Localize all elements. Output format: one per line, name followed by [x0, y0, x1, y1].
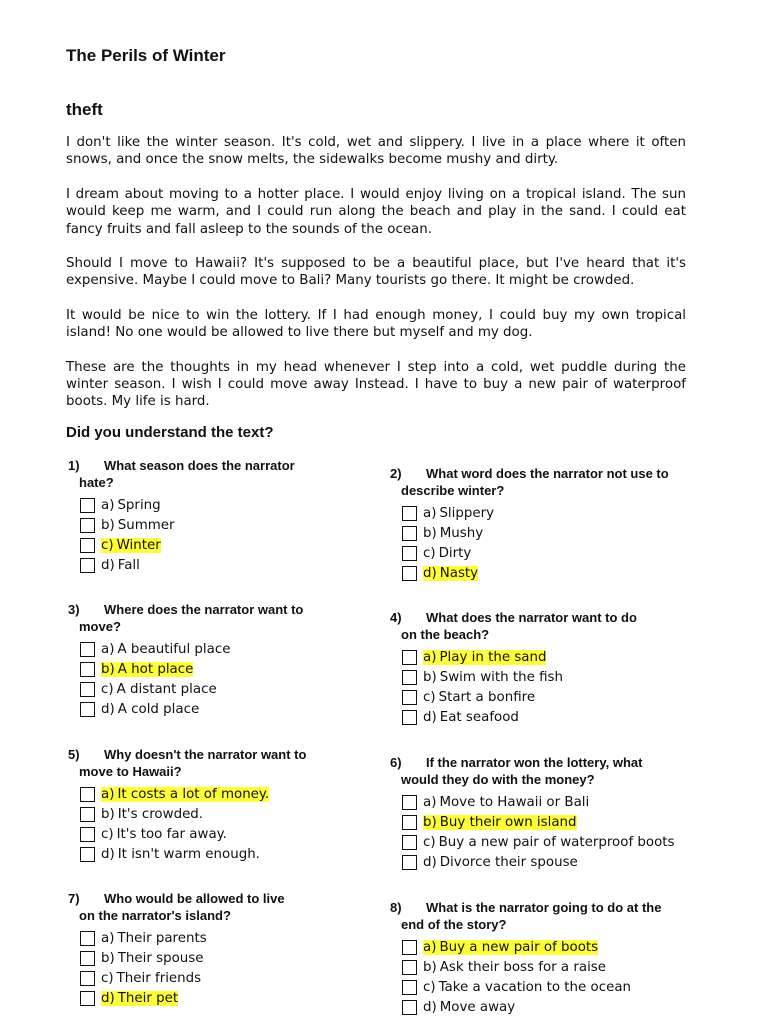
question-text — [388, 465, 718, 499]
answer-text: Mushy — [439, 525, 484, 541]
answer-label — [423, 1000, 515, 1015]
answer-letter: b) — [101, 661, 115, 677]
answer-text: Move away — [439, 999, 516, 1015]
answer-checkbox[interactable] — [402, 815, 417, 830]
answer-option[interactable] — [80, 639, 366, 659]
answer-text: It's crowded. — [117, 806, 204, 822]
answer-checkbox[interactable] — [80, 971, 95, 986]
answer-checkbox[interactable] — [402, 960, 417, 975]
answer-text: Their pet — [117, 990, 179, 1006]
answer-checkbox[interactable] — [402, 980, 417, 995]
question-text — [66, 457, 366, 491]
answer-label — [423, 960, 606, 975]
answer-option[interactable] — [80, 699, 366, 719]
answer-text: Their parents — [117, 930, 207, 946]
answer-text: Winter — [116, 537, 161, 553]
answer-label — [101, 951, 204, 966]
question-8 — [388, 899, 718, 1017]
answer-text: It's too far away. — [116, 826, 227, 842]
answer-letter: b) — [423, 669, 437, 685]
answer-text: Swim with the fish — [439, 669, 564, 685]
question-1 — [66, 457, 366, 575]
page-title: The Perils of Winter — [66, 46, 226, 65]
passage-paragraph: Should I move to Hawaii? It's supposed to be a beautiful place, but I've heard that it's expensive. Maybe I could move to Bali? Many tourists go there. It might be crowded. — [66, 256, 686, 289]
question-number: 4) — [390, 610, 402, 625]
answer-text: Summer — [117, 517, 175, 533]
answer-option[interactable] — [80, 659, 366, 679]
answer-checkbox[interactable] — [80, 847, 95, 862]
question-number: 1) — [68, 458, 80, 473]
question-3 — [66, 601, 366, 719]
answer-letter: d) — [101, 990, 115, 1006]
answer-letter: c) — [101, 537, 114, 553]
answer-checkbox[interactable] — [80, 787, 95, 802]
answer-checkbox[interactable] — [402, 650, 417, 665]
answer-checkbox[interactable] — [402, 690, 417, 705]
answer-text: It isn't warm enough. — [117, 846, 260, 862]
question-line-2: would they do with the money? — [401, 772, 595, 787]
answer-checkbox[interactable] — [402, 506, 417, 521]
answer-checkbox[interactable] — [402, 1000, 417, 1015]
question-line-1: If the narrator won the lottery, what — [426, 755, 643, 770]
answer-label — [423, 835, 675, 850]
answer-label — [101, 498, 161, 513]
answer-checkbox[interactable] — [80, 807, 95, 822]
passage-paragraph: I dream about moving to a hotter place. I would enjoy living on a tropical island. The sun would keep me warm, and I could run along the beach and play in the sand. I could eat fancy fruits and fall asleep to the sounds of the ocean. — [66, 186, 686, 237]
answer-text: Move to Hawaii or Bali — [439, 794, 590, 810]
passage-paragraph: I don't like the winter season. It's cold, wet and slippery. I live in a place where it often snows, and once the snow melts, the sidewalks become mushy and dirty. — [66, 135, 686, 168]
question-text — [66, 746, 366, 780]
answer-option[interactable] — [80, 784, 366, 804]
answer-letter: a) — [101, 497, 115, 513]
question-line-1: What is the narrator going to do at the — [426, 900, 662, 915]
question-text — [66, 601, 366, 635]
answer-option[interactable] — [402, 523, 718, 543]
answer-letter: c) — [423, 834, 436, 850]
answer-letter: c) — [423, 979, 436, 995]
answer-option[interactable] — [80, 824, 366, 844]
comprehension-heading: Did you understand the text? — [66, 424, 274, 441]
answer-letter: d) — [423, 854, 437, 870]
answer-letter: b) — [101, 517, 115, 533]
answer-option[interactable] — [80, 988, 366, 1008]
answer-checkbox[interactable] — [402, 710, 417, 725]
answer-checkbox[interactable] — [80, 538, 95, 553]
passage-paragraph: It would be nice to win the lottery. If I had enough money, I could buy my own tropical island! No one would be allowed to live there but myself and my dog. — [66, 307, 686, 341]
answer-option[interactable] — [80, 844, 366, 864]
answer-text: It costs a lot of money. — [117, 786, 270, 802]
answer-letter: b) — [423, 959, 437, 975]
answer-label — [423, 670, 563, 685]
answer-letter: a) — [101, 641, 115, 657]
answer-option[interactable] — [402, 792, 718, 812]
answer-letter: c) — [101, 970, 114, 986]
answer-label — [101, 847, 260, 862]
question-7 — [66, 890, 366, 1008]
answer-text: Their friends — [116, 970, 202, 986]
answer-label — [423, 546, 471, 561]
answer-label — [423, 980, 631, 995]
answer-checkbox[interactable] — [80, 827, 95, 842]
answer-checkbox[interactable] — [402, 940, 417, 955]
answer-label — [101, 787, 269, 802]
answer-letter: d) — [423, 565, 437, 581]
answer-label — [423, 526, 483, 541]
answer-option[interactable] — [402, 957, 718, 977]
answer-option[interactable] — [80, 495, 366, 515]
answer-letter: a) — [423, 649, 437, 665]
question-number: 3) — [68, 602, 80, 617]
answer-checkbox[interactable] — [402, 795, 417, 810]
answer-text: Eat seafood — [439, 709, 519, 725]
answer-label — [423, 506, 494, 521]
answer-text: Divorce their spouse — [439, 854, 578, 870]
answer-label — [101, 827, 227, 842]
answer-text: Start a bonfire — [438, 689, 536, 705]
question-5 — [66, 746, 366, 864]
answer-label — [101, 662, 193, 677]
question-line-2: on the beach? — [401, 627, 490, 642]
answer-letter: d) — [101, 557, 115, 573]
question-number: 8) — [390, 900, 402, 915]
answer-label — [423, 815, 577, 830]
answer-checkbox[interactable] — [80, 498, 95, 513]
answer-letter: a) — [423, 939, 437, 955]
question-text — [388, 899, 718, 933]
answer-text: A cold place — [117, 701, 200, 717]
question-line-2: hate? — [79, 475, 114, 490]
answer-label — [101, 642, 230, 657]
answer-letter: c) — [101, 826, 114, 842]
answer-checkbox[interactable] — [80, 951, 95, 966]
answer-checkbox[interactable] — [402, 526, 417, 541]
answer-label — [101, 558, 140, 573]
question-line-1: Where does the narrator want to — [104, 602, 304, 617]
answer-letter: a) — [423, 505, 437, 521]
question-line-2: move? — [79, 619, 121, 634]
answer-text: A hot place — [117, 661, 194, 677]
answer-text: Their spouse — [117, 950, 204, 966]
answer-option[interactable] — [402, 997, 718, 1017]
passage-paragraph: These are the thoughts in my head whenever I step into a cold, wet puddle during the winter season. I wish I could move away Instead. I have to buy a new pair of waterproof boots. My life is hard. — [66, 359, 686, 410]
question-number: 7) — [68, 891, 80, 906]
question-2 — [388, 465, 718, 583]
question-line-2: describe winter? — [401, 483, 505, 498]
answer-label — [423, 940, 598, 955]
answer-label — [101, 538, 161, 553]
answer-option[interactable] — [402, 667, 718, 687]
answer-checkbox[interactable] — [402, 670, 417, 685]
question-text — [388, 609, 718, 643]
answer-option[interactable] — [402, 687, 718, 707]
answer-label — [423, 855, 578, 870]
answer-letter: c) — [101, 681, 114, 697]
question-line-2: on the narrator's island? — [79, 908, 231, 923]
answer-checkbox[interactable] — [402, 855, 417, 870]
answer-text: Spring — [117, 497, 161, 513]
answer-text: Slippery — [439, 505, 495, 521]
answer-letter: c) — [423, 689, 436, 705]
answer-letter: a) — [101, 786, 115, 802]
answer-letter: d) — [423, 999, 437, 1015]
answer-text: Play in the sand — [439, 649, 547, 665]
question-4 — [388, 609, 718, 727]
question-line-1: What word does the narrator not use to — [426, 466, 669, 481]
answer-checkbox[interactable] — [402, 546, 417, 561]
answer-option[interactable] — [402, 832, 718, 852]
answer-checkbox[interactable] — [80, 558, 95, 573]
answer-option[interactable] — [80, 804, 366, 824]
answer-label — [101, 518, 175, 533]
answer-text: Buy a new pair of boots — [439, 939, 599, 955]
answer-option[interactable] — [402, 937, 718, 957]
answer-letter: b) — [423, 525, 437, 541]
question-number: 5) — [68, 747, 80, 762]
answer-label — [101, 971, 201, 986]
answer-option[interactable] — [80, 948, 366, 968]
answer-letter: d) — [101, 846, 115, 862]
answer-option[interactable] — [402, 852, 718, 872]
answer-text: Ask their boss for a raise — [439, 959, 607, 975]
answer-text: Buy their own island — [439, 814, 577, 830]
answer-option[interactable] — [80, 928, 366, 948]
answer-checkbox[interactable] — [80, 931, 95, 946]
answer-label — [423, 566, 478, 581]
question-line-1: What does the narrator want to do — [426, 610, 637, 625]
question-line-2: move to Hawaii? — [79, 764, 182, 779]
answer-label — [101, 931, 207, 946]
answer-letter: a) — [101, 930, 115, 946]
question-number: 6) — [390, 755, 402, 770]
answer-option[interactable] — [402, 707, 718, 727]
answer-option[interactable] — [402, 977, 718, 997]
answer-label — [101, 702, 199, 717]
answer-label — [101, 991, 178, 1006]
answer-letter: a) — [423, 794, 437, 810]
question-line-1: What season does the narrator — [104, 458, 295, 473]
answer-checkbox[interactable] — [80, 662, 95, 677]
answer-letter: d) — [423, 709, 437, 725]
answer-letter: b) — [101, 950, 115, 966]
question-text — [388, 754, 718, 788]
answer-option[interactable] — [80, 679, 366, 699]
question-text — [66, 890, 366, 924]
answer-checkbox[interactable] — [402, 835, 417, 850]
answer-checkbox[interactable] — [80, 518, 95, 533]
answer-checkbox[interactable] — [80, 642, 95, 657]
question-6 — [388, 754, 718, 872]
answer-text: Buy a new pair of waterproof boots — [438, 834, 675, 850]
answer-checkbox[interactable] — [402, 566, 417, 581]
answer-label — [101, 682, 217, 697]
answer-checkbox[interactable] — [80, 991, 95, 1006]
answer-label — [423, 650, 546, 665]
answer-option[interactable] — [80, 968, 366, 988]
answer-option[interactable] — [80, 515, 366, 535]
answer-letter: c) — [423, 545, 436, 561]
answer-text: Dirty — [438, 545, 472, 561]
answer-checkbox[interactable] — [80, 702, 95, 717]
answer-text: A distant place — [116, 681, 217, 697]
answer-option[interactable] — [402, 503, 718, 523]
answer-option[interactable] — [402, 812, 718, 832]
answer-option[interactable] — [402, 543, 718, 563]
answer-checkbox[interactable] — [80, 682, 95, 697]
answer-label — [423, 795, 589, 810]
answer-letter: d) — [101, 701, 115, 717]
question-line-1: Why doesn't the narrator want to — [104, 747, 307, 762]
answer-option[interactable] — [402, 563, 718, 583]
answer-option[interactable] — [80, 535, 366, 555]
answer-text: Take a vacation to the ocean — [438, 979, 632, 995]
answer-option[interactable] — [80, 555, 366, 575]
question-number: 2) — [390, 466, 402, 481]
question-line-1: Who would be allowed to live — [104, 891, 285, 906]
page-subtitle: theft — [66, 100, 103, 119]
answer-letter: b) — [423, 814, 437, 830]
question-line-2: end of the story? — [401, 917, 507, 932]
answer-text: A beautiful place — [117, 641, 231, 657]
answer-text: Fall — [117, 557, 140, 573]
reading-passage — [66, 134, 686, 428]
answer-option[interactable] — [402, 647, 718, 667]
answer-letter: b) — [101, 806, 115, 822]
answer-text: Nasty — [439, 565, 479, 581]
answer-label — [423, 690, 535, 705]
answer-label — [423, 710, 519, 725]
answer-label — [101, 807, 203, 822]
